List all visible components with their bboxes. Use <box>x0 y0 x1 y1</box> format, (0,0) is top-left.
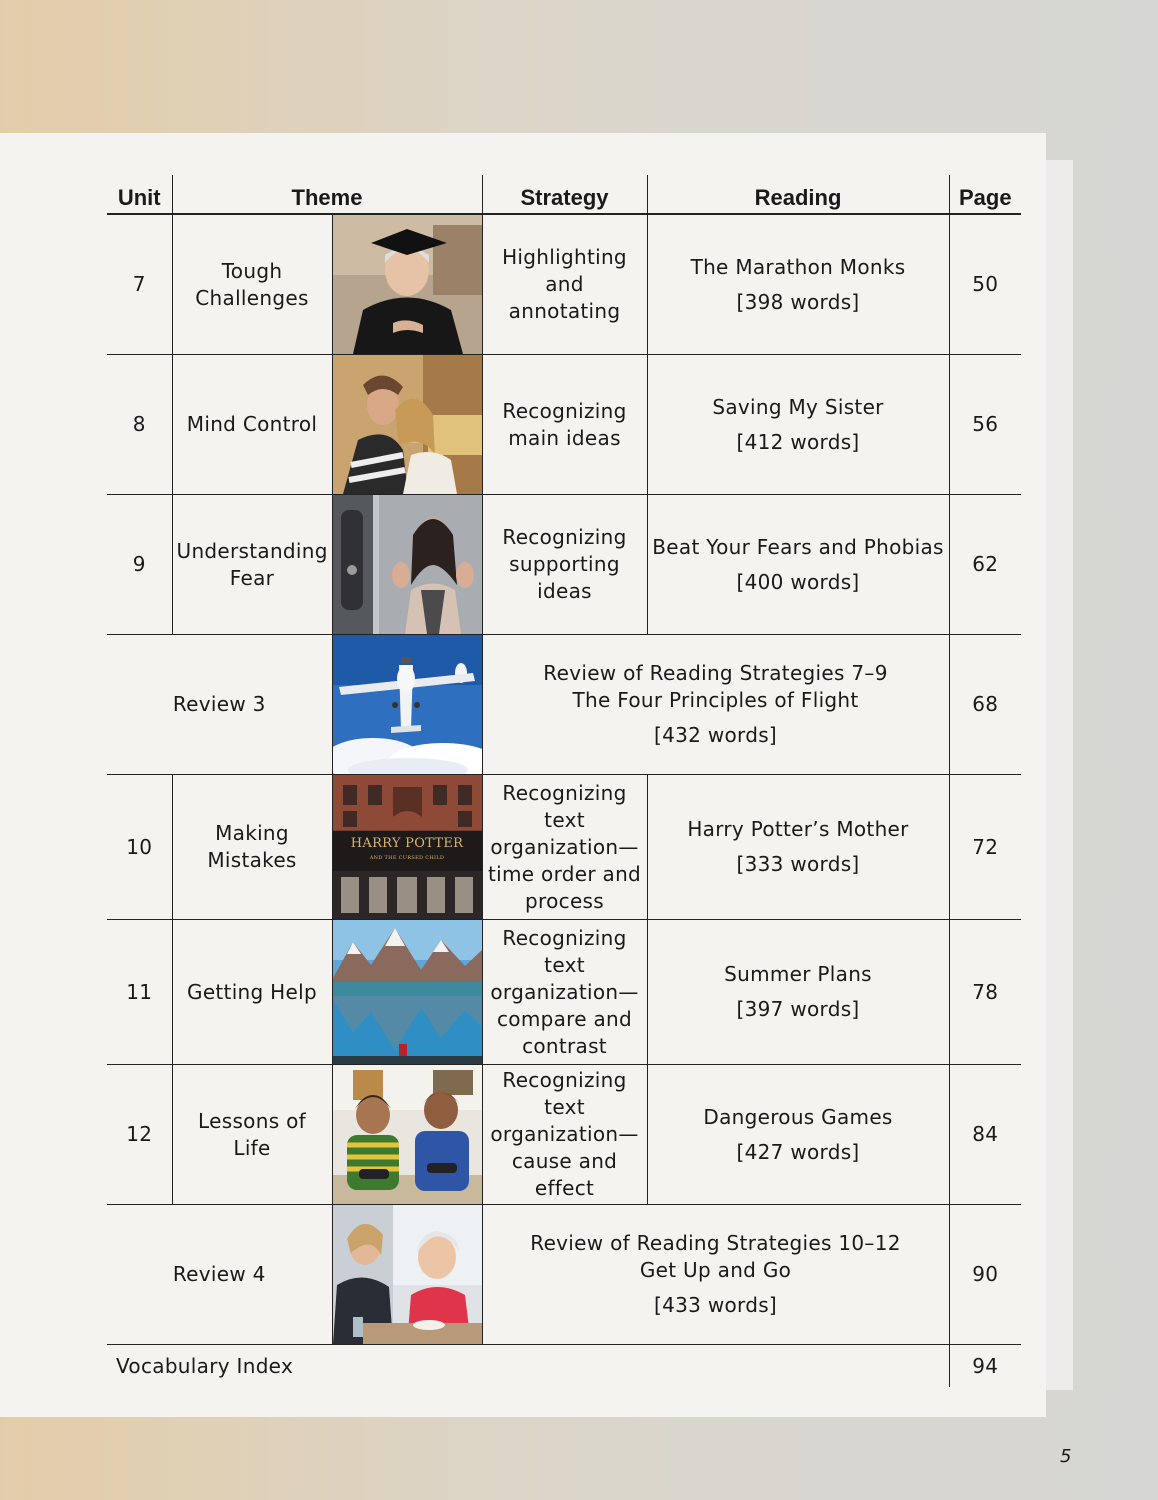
review-label: Review 4 <box>107 1205 332 1345</box>
unit-number: 7 <box>107 214 172 355</box>
elevator-fear-photo <box>333 495 482 634</box>
vocabulary-index-label: Vocabulary Index <box>116 1353 294 1378</box>
review-line1: Review of Reading Strategies 10–12 <box>530 1231 901 1255</box>
unit-reading <box>647 1065 949 1205</box>
review-page: 68 <box>949 635 1021 775</box>
header-row <box>107 175 1021 214</box>
graduate-photo <box>333 215 482 354</box>
sisters-photo <box>333 355 482 494</box>
unit-page: 56 <box>949 355 1021 495</box>
unit-theme: Tough Challenges <box>172 214 332 355</box>
mountain-lake-photo <box>333 920 482 1064</box>
unit-page: 72 <box>949 775 1021 920</box>
reading-word-count: [398 words] <box>736 289 860 314</box>
unit-strategy: Highlighting and annotating <box>482 214 647 355</box>
theater-sign-sub: AND THE CURSED CHILD <box>369 855 444 861</box>
unit-theme: Lessons of Life <box>172 1065 332 1205</box>
unit-row <box>107 495 1021 635</box>
review-row <box>107 1205 1021 1345</box>
unit-row <box>107 775 1021 920</box>
reading-word-count: [433 words] <box>654 1293 778 1317</box>
unit-number: 12 <box>107 1065 172 1205</box>
unit-strategy: Recognizing text organization— cause and effect <box>482 1065 647 1205</box>
unit-row <box>107 920 1021 1065</box>
unit-page: 62 <box>949 495 1021 635</box>
unit-reading <box>647 355 949 495</box>
reading-word-count: [397 words] <box>736 997 860 1021</box>
unit-photo <box>332 1065 482 1205</box>
review-reading <box>482 635 949 775</box>
header-strategy: Strategy <box>482 175 647 214</box>
header-unit: Unit <box>107 175 172 214</box>
index-row <box>107 1345 1021 1388</box>
review-page: 90 <box>949 1205 1021 1345</box>
reading-title: Summer Plans <box>724 962 872 986</box>
unit-page: 50 <box>949 214 1021 355</box>
review-label: Review 3 <box>107 635 332 775</box>
page-number: 5 <box>1060 1446 1072 1467</box>
unit-page: 84 <box>949 1065 1021 1205</box>
header-theme: Theme <box>172 175 482 214</box>
unit-reading <box>647 920 949 1065</box>
unit-theme: Making Mistakes <box>172 775 332 920</box>
caregiver-photo <box>333 1205 482 1344</box>
unit-number: 9 <box>107 495 172 635</box>
theater-sign: HARRY POTTER <box>350 836 463 851</box>
unit-photo <box>332 355 482 495</box>
theater-photo <box>333 775 482 919</box>
unit-strategy: Recognizing text organization— time order and process <box>482 775 647 920</box>
reading-title: Saving My Sister <box>712 394 884 419</box>
review-line2: Get Up and Go <box>639 1258 792 1282</box>
review-row <box>107 635 1021 775</box>
review-line2: The Four Principles of Flight <box>572 688 859 712</box>
header-page: Page <box>949 175 1021 214</box>
reading-word-count: [427 words] <box>736 1139 860 1164</box>
unit-theme: Mind Control <box>172 355 332 495</box>
reading-title: Beat Your Fears and Phobias <box>652 534 944 559</box>
review-photo <box>332 1205 482 1345</box>
reading-word-count: [412 words] <box>736 429 860 454</box>
vocabulary-index-page: 94 <box>949 1345 1021 1388</box>
review-photo <box>332 635 482 775</box>
unit-row <box>107 214 1021 355</box>
unit-photo <box>332 214 482 355</box>
unit-page: 78 <box>949 920 1021 1065</box>
unit-photo <box>332 920 482 1065</box>
unit-theme: Understanding Fear <box>172 495 332 635</box>
unit-number: 8 <box>107 355 172 495</box>
reading-title: The Marathon Monks <box>690 254 906 279</box>
reading-word-count: [333 words] <box>736 852 860 876</box>
contents-table <box>107 175 1021 1387</box>
reading-word-count: [432 words] <box>654 723 778 747</box>
unit-reading <box>647 214 949 355</box>
reading-word-count: [400 words] <box>736 569 860 594</box>
review-reading <box>482 1205 949 1345</box>
reading-title: Harry Potter’s Mother <box>687 817 909 841</box>
unit-strategy: Recognizing main ideas <box>482 355 647 495</box>
unit-reading <box>647 495 949 635</box>
airplane-photo <box>333 635 482 774</box>
unit-photo <box>332 775 482 920</box>
unit-number: 10 <box>107 775 172 920</box>
unit-number: 11 <box>107 920 172 1065</box>
review-line1: Review of Reading Strategies 7–9 <box>543 661 888 685</box>
header-reading: Reading <box>647 175 949 214</box>
unit-reading <box>647 775 949 920</box>
kids-gaming-photo <box>333 1065 482 1204</box>
unit-photo <box>332 495 482 635</box>
unit-strategy: Recognizing text organization— compare and contrast <box>482 920 647 1065</box>
unit-row <box>107 355 1021 495</box>
unit-row <box>107 1065 1021 1205</box>
unit-theme: Getting Help <box>172 920 332 1065</box>
unit-strategy: Recognizing supporting ideas <box>482 495 647 635</box>
reading-title: Dangerous Games <box>703 1104 893 1129</box>
